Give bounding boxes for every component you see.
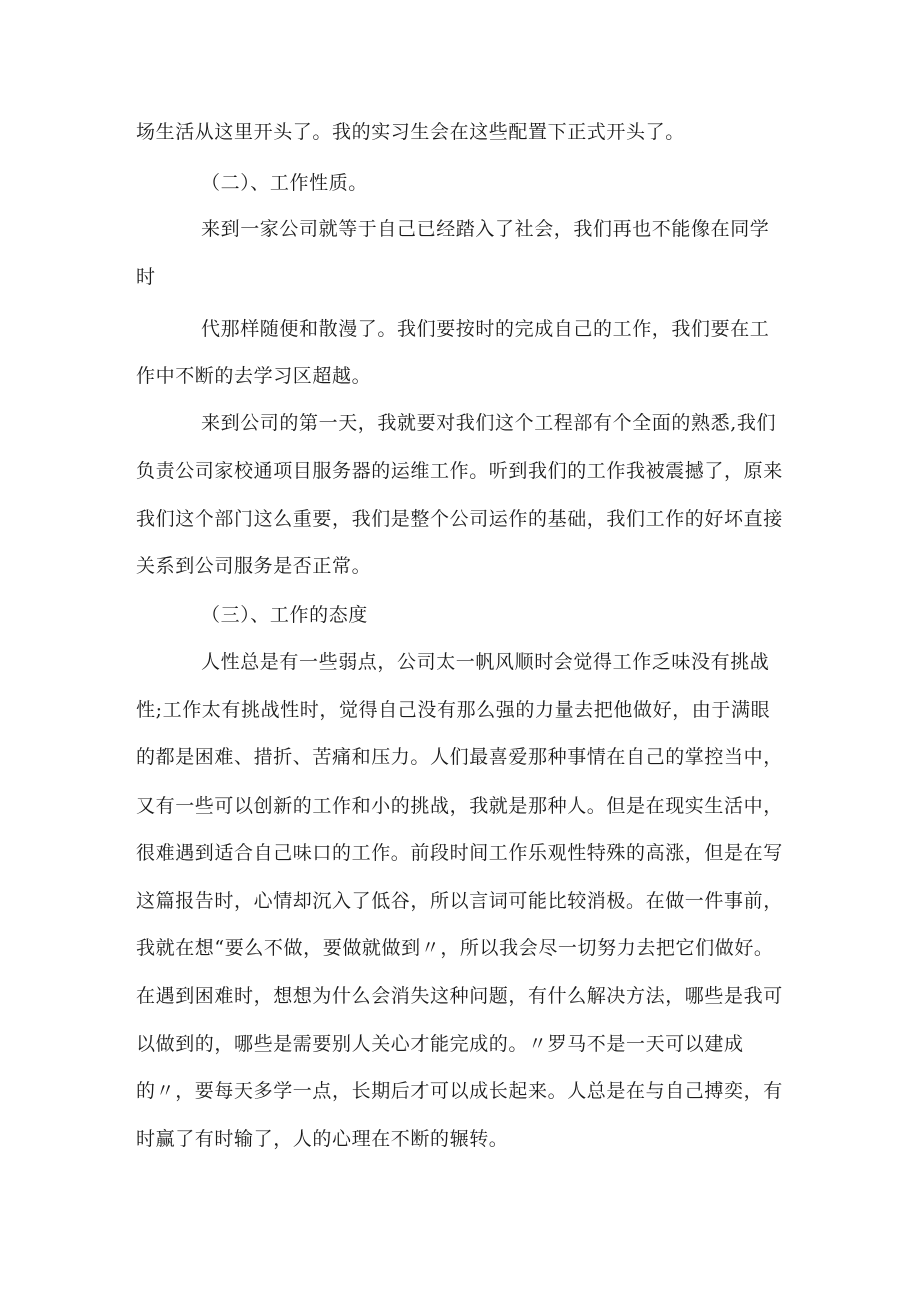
paragraph-line-7: 来到公司的第一天，我就要对我们这个工程部有个全面的熟悉,我们 [201, 412, 777, 434]
paragraph-line-22: 时赢了有时输了，人的心理在不断的辗转。 [136, 1128, 509, 1150]
paragraph-line-15: 又有一些可以创新的工作和小的挑战，我就是那种人。但是在现实生活中， [136, 795, 783, 817]
paragraph-line-5: 代那样随便和散漫了。我们要按时的完成自己的工作，我们要在工 [201, 318, 770, 340]
paragraph-line-20: 以做到的，哪些是需要别人关心才能完成的。〃罗马不是一天可以建成 [136, 1033, 744, 1055]
paragraph-line-6: 作中不断的去学习区超越。 [136, 365, 372, 387]
paragraph-line-8: 负责公司家校通项目服务器的运维工作。听到我们的工作我被震撼了，原来 [136, 460, 783, 482]
paragraph-line-13: 性;工作太有挑战性时，觉得自己没有那么强的力量去把他做好，由于满眼 [136, 699, 771, 721]
paragraph-line-12: 人性总是有一些弱点，公司太一帆风顺时会觉得工作乏味没有挑战 [201, 651, 770, 673]
section-heading-3: （三）、工作的态度 [201, 604, 368, 626]
paragraph-line-3: 来到一家公司就等于自己已经踏入了社会，我们再也不能像在同学 [201, 218, 770, 240]
paragraph-line-17: 这篇报告时，心情却沉入了低谷，所以言词可能比较消极。在做一件事前， [136, 890, 783, 912]
paragraph-line-19: 在遇到困难时，想想为什么会消失这种问题，有什么解决方法，哪些是我可 [136, 985, 783, 1007]
paragraph-line-9: 我们这个部门这么重要，我们是整个公司运作的基础，我们工作的好坏直接 [136, 508, 783, 530]
paragraph-line-18: 我就在想“要么不做，要做就做到〃，所以我会尽一切努力去把它们做好。 [136, 937, 774, 959]
section-heading-2: （二）、工作性质。 [201, 172, 368, 194]
paragraph-line-1: 场生活从这里开头了。我的实习生会在这些配置下正式开头了。 [136, 121, 685, 143]
paragraph-line-4: 时 [136, 266, 156, 288]
paragraph-line-16: 很难遇到适合自己味口的工作。前段时间工作乐观性特殊的高涨，但是在写 [136, 842, 783, 864]
paragraph-line-14: 的都是困难、措折、苦痛和压力。人们最喜爱那种事情在自己的掌控当中， [136, 746, 783, 768]
paragraph-line-21: 的〃，要每天多学一点，长期后才可以成长起来。人总是在与自己搏奕，有 [136, 1080, 783, 1102]
paragraph-line-10: 关系到公司服务是否正常。 [136, 555, 372, 577]
